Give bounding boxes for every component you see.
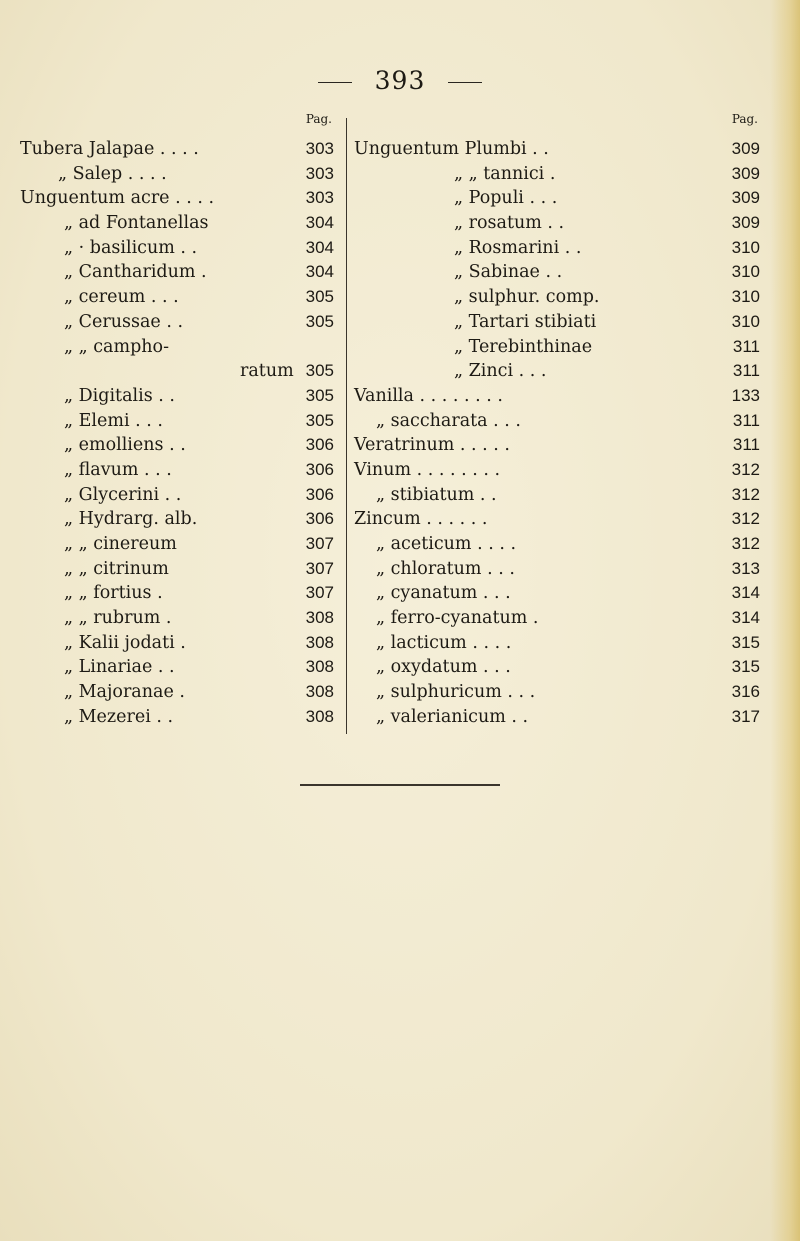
index-entry (20, 359, 342, 384)
entry-page-number: 304 (305, 237, 334, 257)
entry-name: „ „ tannici . (454, 163, 556, 184)
end-rule (300, 784, 500, 786)
entry-name: „ Cerussae . . (64, 311, 184, 332)
index-entry (20, 186, 342, 211)
index-entry (20, 260, 342, 285)
entry-page-number: 305 (305, 311, 334, 331)
entry-page-number: 304 (305, 213, 334, 233)
entry-page-number: 317 (731, 706, 760, 726)
index-entry (20, 409, 342, 434)
entry-name: „ Zinci . . . (454, 361, 547, 382)
index-entry (354, 384, 770, 409)
index-entry (20, 335, 342, 360)
entry-page-number: 310 (731, 237, 760, 257)
entry-page-number: 311 (732, 410, 760, 430)
entry-page-number: 314 (731, 608, 760, 628)
entry-page-number: 305 (305, 385, 334, 405)
entry-page-number: 306 (305, 484, 334, 504)
index-entry (20, 285, 342, 310)
entry-page-number: 312 (731, 484, 760, 504)
index-entry (20, 705, 342, 730)
index-entry (354, 655, 770, 680)
entry-name: „ Elemi . . . (64, 410, 163, 431)
index-entry (354, 162, 770, 187)
entry-name: „ „ fortius . (64, 583, 163, 604)
entry-page-number: 308 (305, 682, 334, 702)
entry-name: Vinum . . . . . . . . (354, 459, 501, 480)
entry-page-number: 303 (305, 163, 334, 183)
index-entry (20, 236, 342, 261)
entry-name: Zincum . . . . . . (354, 509, 488, 530)
index-entry (354, 680, 770, 705)
index-entry (354, 557, 770, 582)
entry-page-number: 305 (305, 287, 334, 307)
index-entry (20, 162, 342, 187)
entry-name: „ Cantharidum . (64, 262, 207, 283)
entry-name: „ flavum . . . (64, 459, 172, 480)
entry-name: „ Sabinae . . (454, 262, 563, 283)
index-entry (20, 483, 342, 508)
index-entry (354, 705, 770, 730)
entry-page-number: 315 (731, 632, 760, 652)
index-entry (354, 606, 770, 631)
index-entry (20, 680, 342, 705)
pag-heading-right: Pag. (731, 112, 758, 126)
index-entry (20, 507, 342, 532)
index-entry (354, 236, 770, 261)
entry-page-number: 310 (731, 262, 760, 282)
index-entry (354, 458, 770, 483)
entry-page-number: 306 (305, 509, 334, 529)
entry-page-number: 312 (731, 459, 760, 479)
index-entry (354, 285, 770, 310)
index-entry (20, 384, 342, 409)
entry-page-number: 311 (732, 361, 760, 381)
entry-name: „ saccharata . . . (376, 410, 521, 431)
entry-name: „ lacticum . . . . (376, 632, 512, 653)
index-entry (354, 211, 770, 236)
index-entry (20, 433, 342, 458)
entry-page-number: 308 (305, 706, 334, 726)
entry-name: „ aceticum . . . . (376, 534, 517, 554)
index-entry (20, 631, 342, 656)
index-entry (20, 655, 342, 680)
index-entry (20, 557, 342, 582)
entry-page-number: 306 (305, 435, 334, 455)
entry-name: „ Rosmarini . . (454, 237, 582, 258)
entry-page-number: 311 (732, 336, 760, 356)
entry-name: Veratrinum . . . . . (354, 435, 510, 456)
entry-name: „ cyanatum . . . (376, 583, 511, 604)
entry-name: „ Mezerei . . (64, 706, 174, 727)
entry-page-number: 308 (305, 657, 334, 677)
entry-page-number: 313 (731, 558, 760, 578)
entry-name: „ „ rubrum . (64, 608, 172, 629)
entry-page-number: 312 (731, 509, 760, 529)
index-entry (20, 532, 342, 557)
entry-name: „ rosatum . . (454, 213, 565, 234)
index-entry (20, 137, 342, 162)
index-entry (354, 260, 770, 285)
entry-name: „ Tartari stibiati (454, 311, 597, 332)
entry-name: „ Populi . . . (454, 188, 558, 209)
entry-name: „ Digitalis . . (64, 385, 175, 406)
page-header (0, 66, 800, 95)
entry-page-number: 305 (305, 410, 334, 430)
entry-name: „ valerianicum . . (376, 706, 529, 727)
entry-page-number: 307 (305, 534, 334, 553)
entry-page-number: 305 (305, 361, 334, 381)
entry-name: Tubera Jalapae . . . . (20, 139, 199, 159)
entry-name: „ Kalii jodati . (64, 632, 186, 653)
entry-page-number: 303 (305, 139, 334, 158)
index-entry (20, 606, 342, 631)
entry-page-number: 308 (305, 632, 334, 652)
entry-name: „ Majoranae . (64, 682, 185, 703)
index-entry (354, 310, 770, 335)
entry-page-number: 307 (305, 583, 334, 603)
index-entry (354, 433, 770, 458)
entry-name: Vanilla . . . . . . . . (354, 385, 503, 406)
entry-name: „ sulphuricum . . . (376, 682, 536, 703)
entry-name: „ „ campho- (64, 336, 170, 357)
entry-page-number: 310 (731, 287, 760, 307)
entry-page-number: 304 (305, 262, 334, 282)
entry-name: „ Hydrarg. alb. (64, 509, 198, 530)
entry-name: „ cereum . . . (64, 287, 179, 308)
index-entry (20, 310, 342, 335)
entry-name: „ chloratum . . . (376, 558, 515, 579)
entry-page-number: 310 (731, 311, 760, 331)
entry-name: „ ferro-cyanatum . (376, 608, 539, 629)
entry-page-number: 309 (731, 139, 760, 158)
entry-page-number: 315 (731, 657, 760, 677)
column-divider (346, 118, 347, 734)
entry-name: „ Linariae . . (64, 657, 175, 678)
entry-page-number: 133 (731, 385, 760, 405)
index-entry (354, 631, 770, 656)
entry-name: „ · basilicum . . (64, 237, 198, 258)
entry-page-number: 312 (731, 534, 760, 553)
entry-page-number: 308 (305, 608, 334, 628)
entry-page-number: 311 (732, 435, 760, 455)
entry-name: „ „ cinereum (64, 534, 177, 554)
entry-name: „ Glycerini . . (64, 484, 182, 505)
entry-name: „ „ citrinum (64, 558, 169, 579)
index-entry (354, 359, 770, 384)
entry-name: „ oxydatum . . . (376, 657, 511, 678)
index-entry (20, 458, 342, 483)
entry-name: ratum (240, 361, 294, 382)
entry-page-number: 303 (305, 188, 334, 208)
entry-page-number: 307 (305, 558, 334, 578)
entry-name: „ sulphur. comp. (454, 287, 600, 308)
entry-name: Unguentum Plumbi . . (354, 139, 549, 159)
index-entry (354, 507, 770, 532)
index-entry (20, 581, 342, 606)
index-entry (354, 409, 770, 434)
entry-name: Unguentum acre . . . . (20, 188, 215, 209)
index-entries-right (354, 137, 770, 730)
entry-name: „ stibiatum . . (376, 484, 497, 505)
index-entry (20, 211, 342, 236)
entry-page-number: 309 (731, 163, 760, 183)
entry-page-number: 309 (731, 188, 760, 208)
header-dash-left (318, 82, 352, 83)
header-dash-right (448, 82, 482, 83)
entry-name: „ ad Fontanellas (64, 213, 209, 234)
entry-page-number: 316 (731, 682, 760, 702)
index-entry (354, 186, 770, 211)
entry-page-number: 314 (731, 583, 760, 603)
pag-heading-left: Pag. (305, 112, 332, 126)
page-number: 393 (374, 66, 426, 95)
index-entry (354, 137, 770, 162)
entry-name: „ emolliens . . (64, 435, 186, 456)
index-entry (354, 581, 770, 606)
entry-page-number: 306 (305, 459, 334, 479)
index-entry (354, 483, 770, 508)
entry-name: „ Terebinthinae (454, 336, 593, 357)
index-entry (354, 532, 770, 557)
index-entry (354, 335, 770, 360)
index-entries-left (20, 137, 342, 730)
entry-name: „ Salep . . . . (58, 163, 167, 184)
entry-page-number: 309 (731, 213, 760, 233)
